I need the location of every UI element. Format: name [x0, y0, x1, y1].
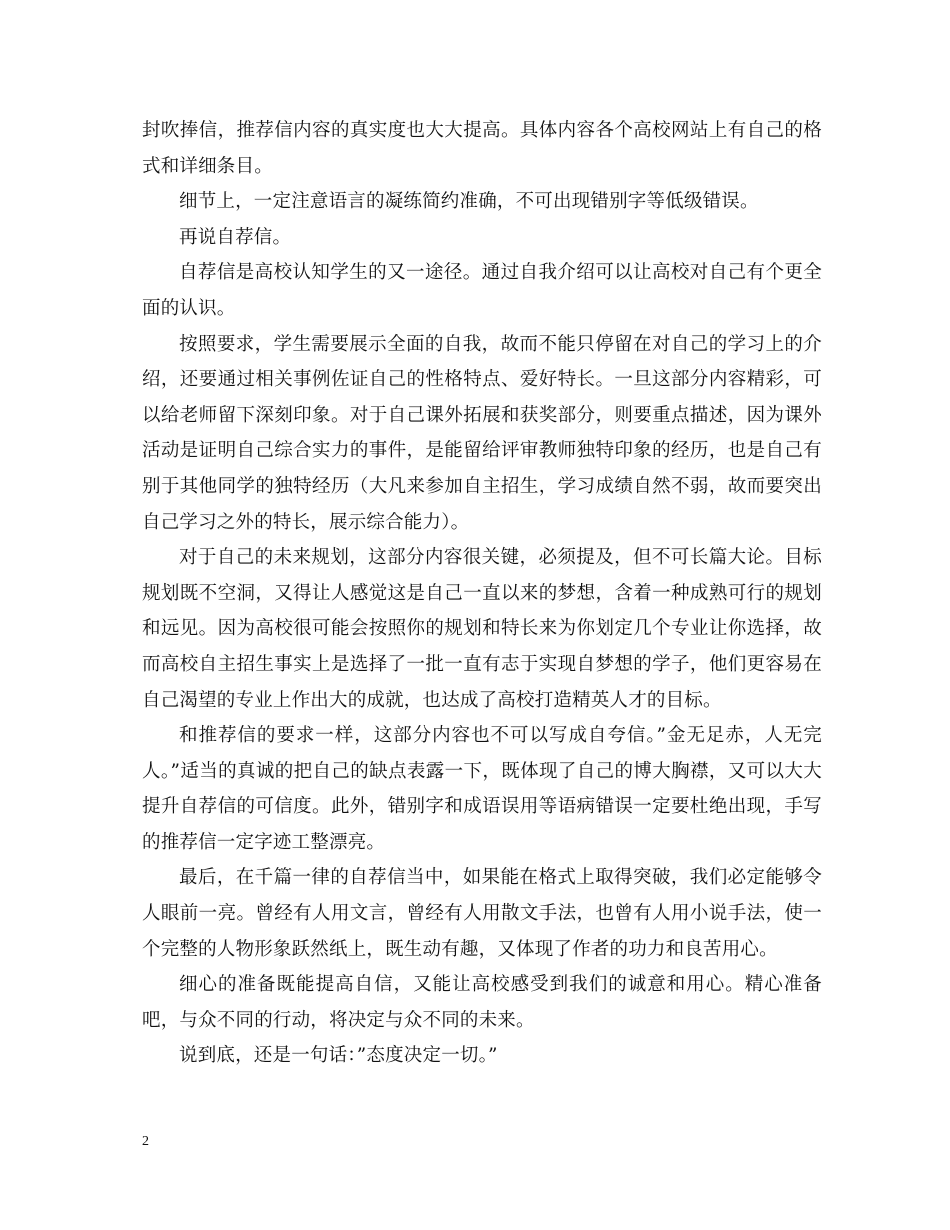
paragraph-8: 最后，在千篇一律的自荐信当中，如果能在格式上取得突破，我们必定能够令人眼前一亮。曾经有人用文言，曾经有人用散文手法，也曾有人用小说手法，使一个完整的人物形象跃然纸上，既生动有趣，又体现了作者的功力和良苦用心。: [142, 867, 822, 960]
paragraph-4: 自荐信是高校认知学生的又一途径。通过自我介绍可以让高校对自己有个更全面的认识。: [142, 262, 822, 319]
paragraph-9: 细心的准备既能提高自信，又能让高校感受到我们的诚意和用心。精心准备吧，与众不同的行动，将决定与众不同的未来。: [142, 974, 822, 1031]
paragraph-7: 和推荐信的要求一样，这部分内容也不可以写成自夸信。”金无足赤，人无完人。”适当的真诚的把自己的缺点表露一下，既体现了自己的博大胸襟，又可以大大提升自荐信的可信度。此外，错别字和成语误用等语病错误一定要杜绝出现，手写的推荐信一定字迹工整漂亮。: [142, 725, 822, 853]
paragraph-5: 按照要求，学生需要展示全面的自我，故而不能只停留在对自己的学习上的介绍，还要通过相关事例佐证自己的性格特点、爱好特长。一旦这部分内容精彩，可以给老师留下深刻印象。对于自己课外拓展和获奖部分，则要重点描述，因为课外活动是证明自己综合实力的事件，是能留给评审教师独特印象的经历，也是自己有别于其他同学的独特经历（大凡来参加自主招生，学习成绩自然不弱，故而要突出自己学习之外的特长，展示综合能力）。: [142, 333, 822, 533]
page-number: 2: [142, 1134, 149, 1149]
body-text: [142, 113, 822, 1074]
paragraph-6: 对于自己的未来规划，这部分内容很关键，必须提及，但不可长篇大论。目标规划既不空洞，又得让人感觉这是自己一直以来的梦想，含着一种成熟可行的规划和远见。因为高校很可能会按照你的规划和特长来为你划定几个专业让你选择，故而高校自主招生事实上是选择了一批一直有志于实现自梦想的学子，他们更容易在自己渴望的专业上作出大的成就，也达成了高校打造精英人才的目标。: [142, 547, 822, 711]
paragraph-2: 细节上，一定注意语言的凝练简约准确，不可出现错别字等低级错误。: [179, 191, 759, 213]
paragraph-3: 再说自荐信。: [179, 226, 292, 248]
paragraph-1: 封吹捧信，推荐信内容的真实度也大大提高。具体内容各个高校网站上有自己的格式和详细条目。: [142, 120, 822, 177]
paragraph-10: 说到底，还是一句话：”态度决定一切。”: [179, 1045, 498, 1067]
